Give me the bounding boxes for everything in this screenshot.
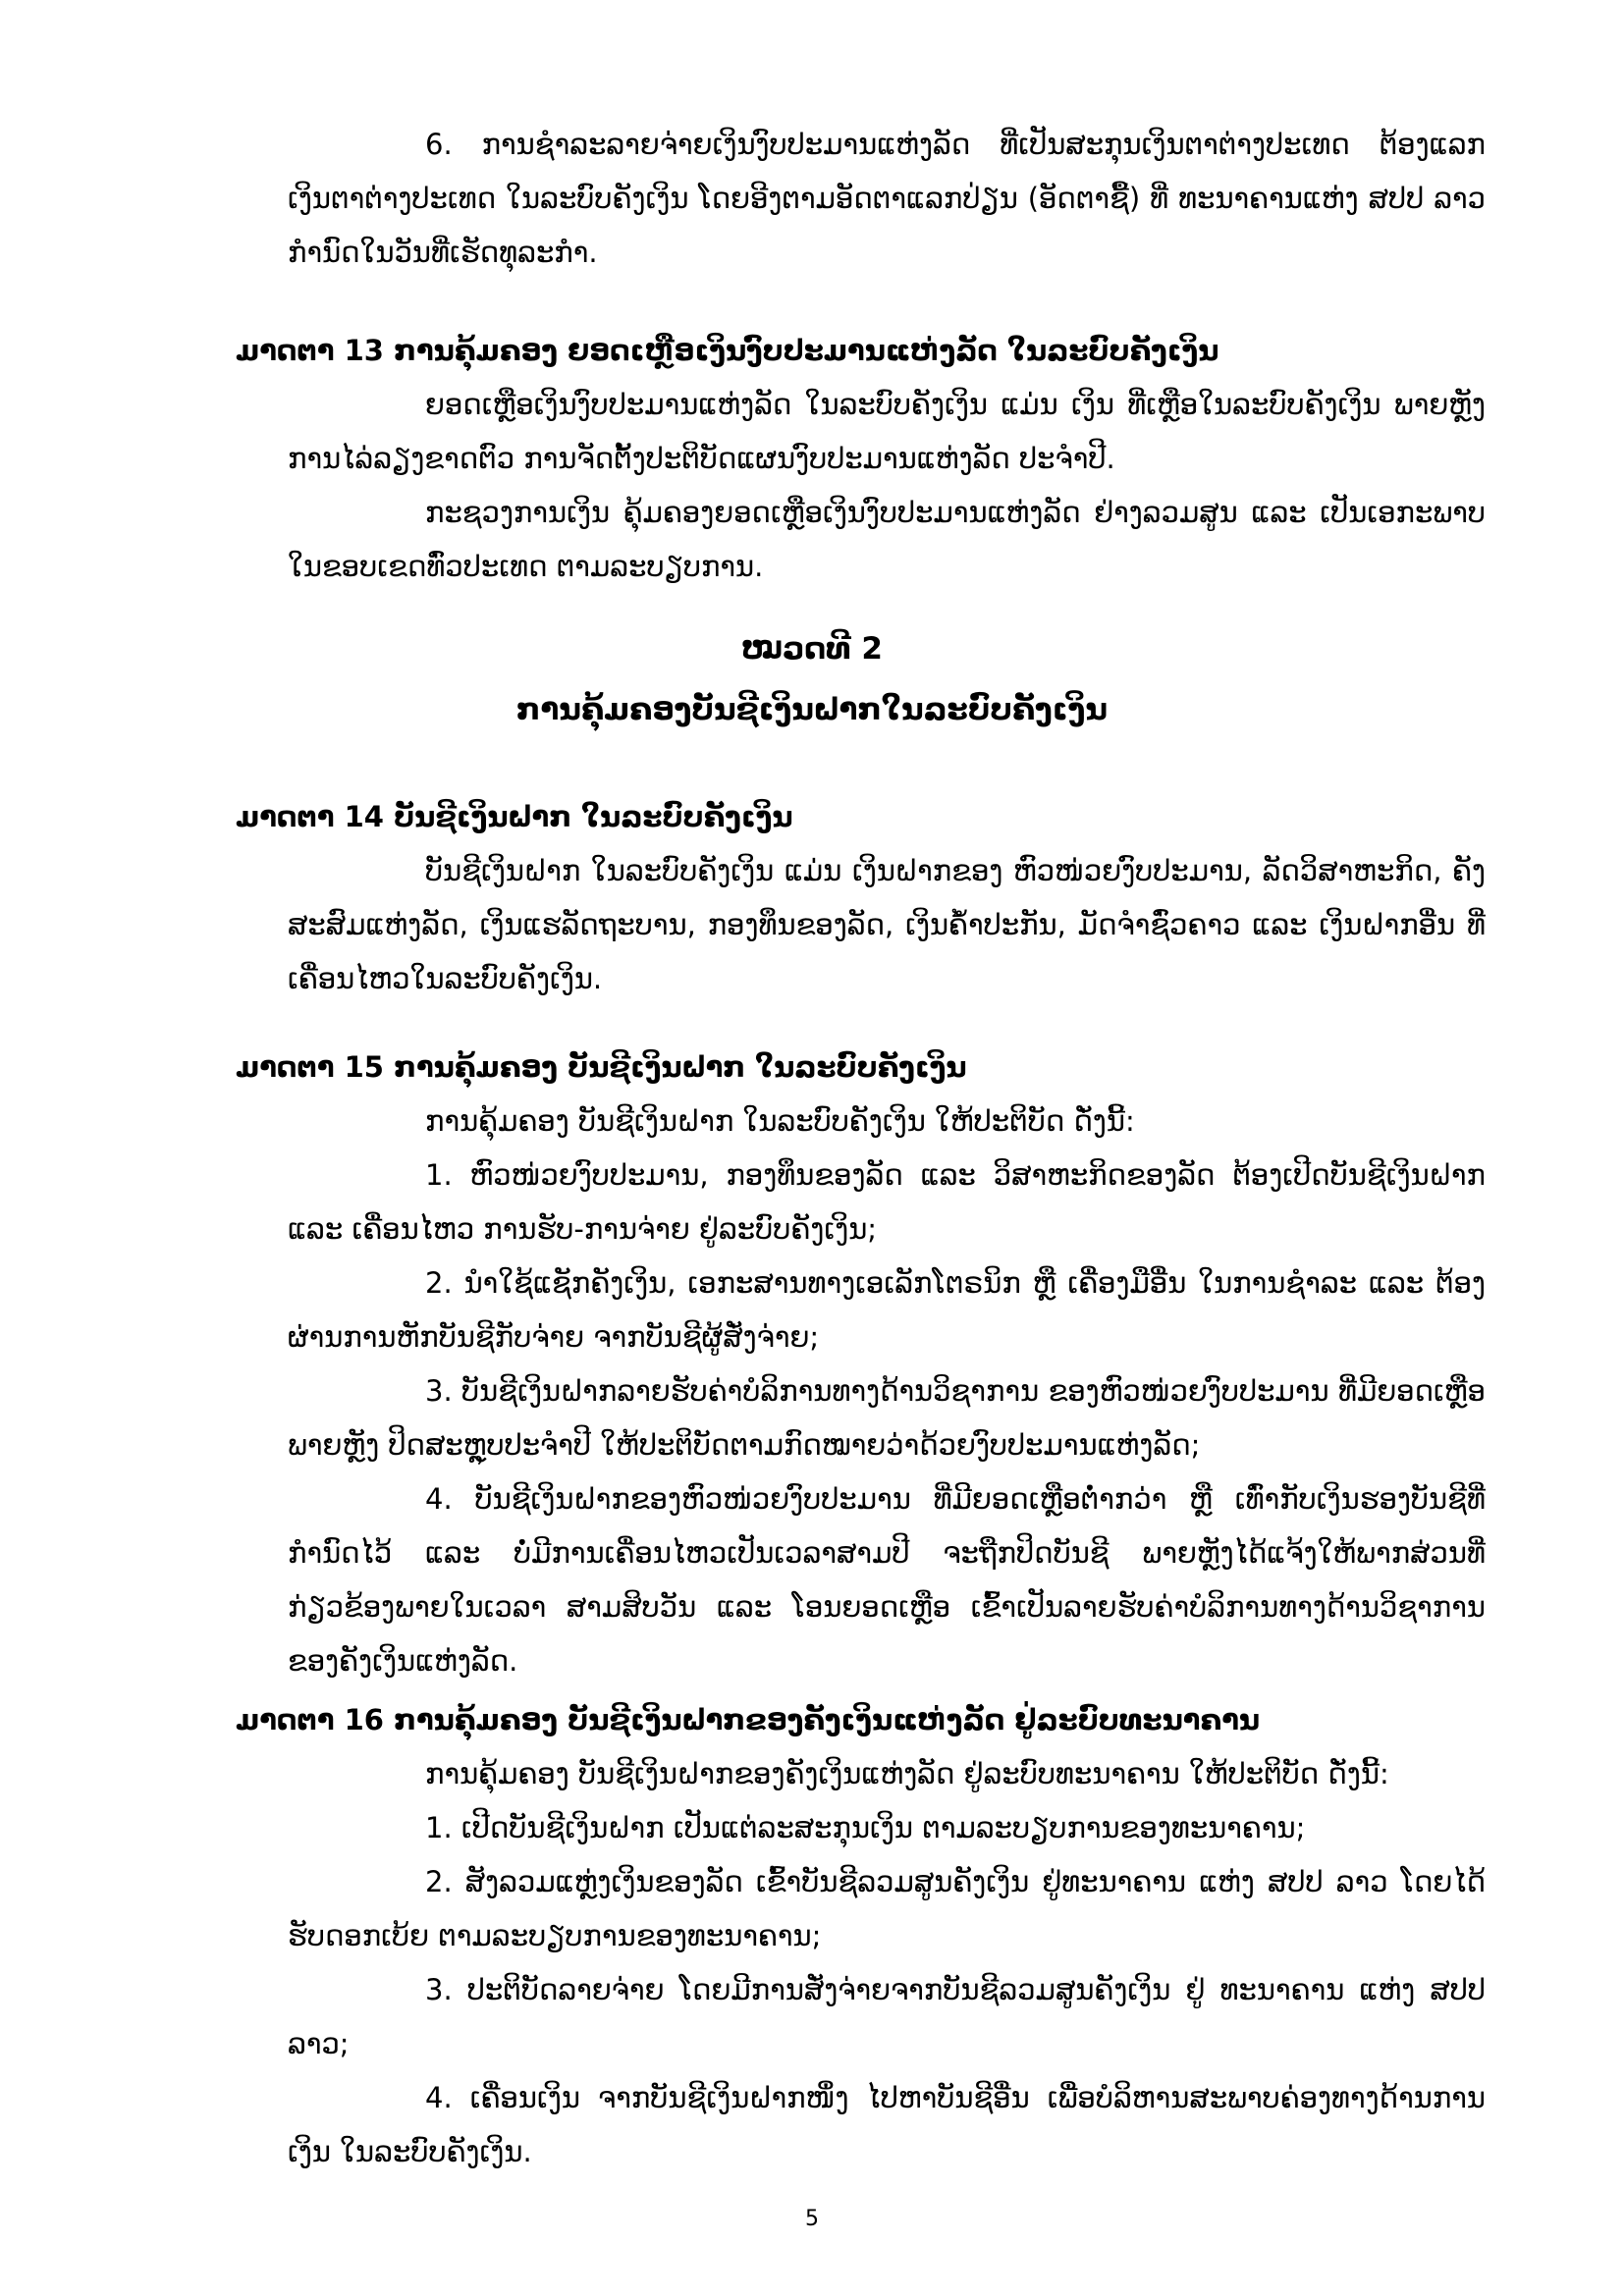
article-15-item-4: 4. ບັນຊີເງິນຝາກຂອງຫົວໜ່ວຍງົບປະມານ ທີ່ມີຍອດເຫຼືອຕ່ຳກວ່າ ຫຼື ເທົ່າກັບເງິນຮອງບັນຊີທີ່ກຳນົດໄວ້ ແລະ ບໍ່ມີການເຄື່ອນໄຫວເປັນເວລາສາມປີ ຈະຖືກປິດບັນຊີ ພາຍຫຼັງໄດ້ແຈ້ງໃຫ້ພາກສ່ວນທີ່ກ່ຽວຂ້ອງພາຍໃນເວລາ ສາມສິບວັນ ແລະ ໂອນຍອດເຫຼືອ ເຂົ້າເປັນລາຍຮັບຄ່າບໍລິການທາງດ້ານວິຊາການ ຂອງຄັງເງິນແຫ່ງລັດ. <box>288 1482 1486 1678</box>
chapter-title: ການຄຸ້ມຄອງບັນຊີເງິນຝາກໃນລະບົບຄັງເງິນ <box>515 692 1109 727</box>
article-15-intro: ການຄຸ້ມຄອງ ບັນຊີເງິນຝາກ ໃນລະບົບຄັງເງິນ ໃຫ້ປະຕິບັດ ດັ່ງນີ້: <box>425 1104 1135 1138</box>
chapter-number: ໝວດທີ 2 <box>741 631 883 667</box>
article-14-heading: ມາດຕາ 14 ບັນຊີເງິນຝາກ ໃນລະບົບຄັງເງິນ <box>236 800 793 833</box>
article-16-item-1: 1. ເປີດບັນຊີເງິນຝາກ ເປັນແຕ່ລະສະກຸນເງິນ ຕາມລະບຽບການຂອງທະນາຄານ; <box>425 1811 1306 1844</box>
article-14-paragraph-1: ບັນຊີເງິນຝາກ ໃນລະບົບຄັງເງິນ ແມ່ນ ເງິນຝາກຂອງ ຫົວໜ່ວຍງົບປະມານ, ລັດວິສາຫະກິດ, ຄັງສະສົມແຫ່ງລັດ, ເງິນແຮລັດຖະບານ, ກອງທຶນຂອງລັດ, ເງິນຄ້ຳປະກັນ, ມັດຈຳຊົ່ວຄາວ ແລະ ເງິນຝາກອື່ນ ທີ່ເຄື່ອນໄຫວໃນລະບົບຄັງເງິນ. <box>288 854 1486 995</box>
article-15-heading: ມາດຕາ 15 ການຄຸ້ມຄອງ ບັນຊີເງິນຝາກ ໃນລະບົບຄັງເງິນ <box>236 1050 967 1084</box>
article-16-body <box>288 1747 1486 2179</box>
article-16-heading: ມາດຕາ 16 ການຄຸ້ມຄອງ ບັນຊີເງິນຝາກຂອງຄັງເງິນແຫ່ງລັດ ຢູ່ລະບົບທະນາຄານ <box>236 1703 1261 1736</box>
article-15-item-3: 3. ບັນຊີເງິນຝາກລາຍຮັບຄ່າບໍລິການທາງດ້ານວິຊາການ ຂອງຫົວໜ່ວຍງົບປະມານ ທີ່ມີຍອດເຫຼືອພາຍຫຼັງ ປິດສະຫຼຸບປະຈຳປີ ໃຫ້ປະຕິບັດຕາມກົດໝາຍວ່າດ້ວຍງົບປະມານແຫ່ງລັດ; <box>288 1374 1486 1462</box>
article-15-body <box>288 1095 1486 1688</box>
article-16-item-4: 4. ເຄື່ອນເງິນ ຈາກບັນຊີເງິນຝາກໜຶ່ງ ໄປຫາບັນຊີອື່ນ ເພື່ອບໍລິຫານສະພາບຄ່ອງທາງດ້ານການເງິນ ໃນລະບົບຄັງເງິນ. <box>288 2081 1486 2168</box>
article-16-item-3: 3. ປະຕິບັດລາຍຈ່າຍ ໂດຍມີການສັ່ງຈ່າຍຈາກບັນຊີລວມສູນຄັງເງິນ ຢູ່ ທະນາຄານ ແຫ່ງ ສປປ ລາວ; <box>288 1973 1486 2060</box>
article-16-item-2: 2. ສັງລວມແຫຼ່ງເງິນຂອງລັດ ເຂົ້າບັນຊີລວມສູນຄັງເງິນ ຢູ່ທະນາຄານ ແຫ່ງ ສປປ ລາວ ໂດຍໄດ້ຮັບດອກເບ້ຍ ຕາມລະບຽບການຂອງທະນາຄານ; <box>288 1865 1486 1952</box>
article-13-paragraph-1: ຍອດເຫຼືອເງິນງົບປະມານແຫ່ງລັດ ໃນລະບົບຄັງເງິນ ແມ່ນ ເງິນ ທີ່ເຫຼືອໃນລະບົບຄັງເງິນ ພາຍຫຼັງການໄລ່ລຽງຂາດຕົວ ການຈັດຕັ້ງປະຕິບັດແຜນງົບປະມານແຫ່ງລັດ ປະຈຳປີ. <box>288 388 1486 475</box>
item-6-block <box>288 118 1486 280</box>
item-6-paragraph: 6. ການຊຳລະລາຍຈ່າຍເງິນງົບປະມານແຫ່ງລັດ ທີ່ເປັນສະກຸນເງິນຕາຕ່າງປະເທດ ຕ້ອງແລກເງິນຕາຕ່າງປະເທດ ໃນລະບົບຄັງເງິນ ໂດຍອີງຕາມອັດຕາແລກປ່ຽນ (ອັດຕາຊື້) ທີ່ ທະນາຄານແຫ່ງ ສປປ ລາວ ກຳນົດໃນວັນທີ່ເຮັດທຸລະກຳ. <box>288 128 1486 269</box>
article-13-body <box>288 378 1486 594</box>
article-16-intro: ການຄຸ້ມຄອງ ບັນຊີເງິນຝາກຂອງຄັງເງິນແຫ່ງລັດ ຢູ່ລະບົບທະນາຄານ ໃຫ້ປະຕິບັດ ດັ່ງນີ້: <box>425 1757 1389 1790</box>
article-13-heading: ມາດຕາ 13 ການຄຸ້ມຄອງ ຍອດເຫຼືອເງິນງົບປະມານແຫ່ງລັດ ໃນລະບົບຄັງເງິນ <box>236 334 1219 367</box>
article-13-paragraph-2: ກະຊວງການເງິນ ຄຸ້ມຄອງຍອດເຫຼືອເງິນງົບປະມານແຫ່ງລັດ ຢ່າງລວມສູນ ແລະ ເປັນເອກະພາບ ໃນຂອບເຂດທົ່ວປະເທດ ຕາມລະບຽບການ. <box>288 496 1486 583</box>
article-15-item-1: 1. ຫົວໜ່ວຍງົບປະມານ, ກອງທຶນຂອງລັດ ແລະ ວິສາຫະກິດຂອງລັດ ຕ້ອງເປີດບັນຊີເງິນຝາກ ແລະ ເຄື່ອນໄຫວ ການຮັບ-ການຈ່າຍ ຢູ່ລະບົບຄັງເງິນ; <box>288 1158 1486 1246</box>
page-number: 5 <box>805 2207 819 2231</box>
article-15-item-2: 2. ນຳໃຊ້ແຊັກຄັງເງິນ, ເອກະສານທາງເອເລັກໂຕຣນິກ ຫຼື ເຄື່ອງມືອື່ນ ໃນການຊຳລະ ແລະ ຕ້ອງຜ່ານການຫັກບັນຊີກັບຈ່າຍ ຈາກບັນຊີຜູ້ສັ່ງຈ່າຍ; <box>288 1266 1486 1354</box>
article-14-body <box>288 844 1486 1006</box>
